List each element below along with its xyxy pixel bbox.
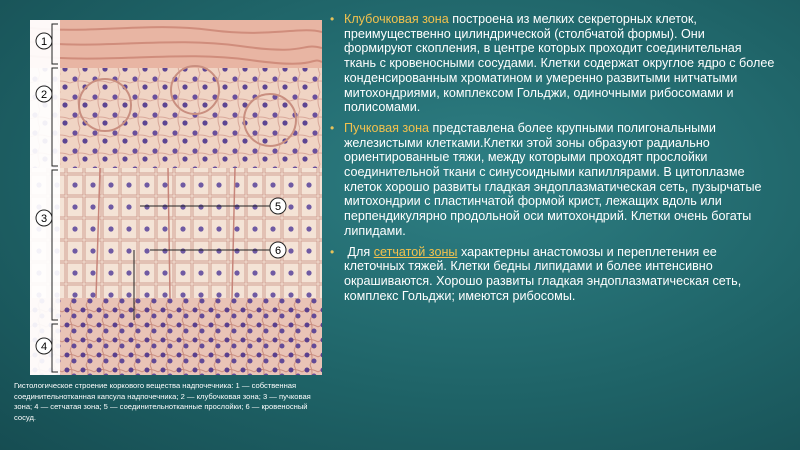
svg-text:1: 1 xyxy=(40,36,48,48)
term-fasciculata: Пучковая зона xyxy=(344,120,430,135)
bullet-icon: • xyxy=(330,12,335,26)
paragraph-glomerulosa xyxy=(330,12,775,115)
bullet-icon: • xyxy=(330,244,335,259)
term-glomerulosa: Клубочковая зона xyxy=(344,12,449,26)
term-reticularis-link[interactable]: сетчатой зоны xyxy=(373,244,458,259)
fasciculata-zone xyxy=(30,168,322,298)
histology-figure xyxy=(30,20,322,375)
bullet-icon: • xyxy=(330,120,335,135)
tissue-image xyxy=(30,20,322,375)
svg-text:2: 2 xyxy=(40,89,48,101)
marker-5 xyxy=(270,198,286,214)
marker-1 xyxy=(36,33,52,49)
figure-caption: Гистологическое строение коркового вещества надпочечника: 1 — собственная соединительнотканная капсула надпочечника; 2 — клубочковая зона; 3 — пучковая зона; 4 — сетчатая зона; 5 — соединительнотканные прослойки; 6 — кровеносный сосуд. xyxy=(14,381,311,422)
paragraph-reticularis xyxy=(330,245,775,304)
marker-3 xyxy=(36,210,52,226)
paragraph-text: представлена более крупными полигональными железистыми клетками.Клетки этой зоны образуют радиально ориентированные тяжи, между которыми проходят прослойки соединительной ткани с синусоидными капиллярами. В цитоплазме клеток хорошо развиты гладкая эндоплазматическая сеть, пузырчатые митохондрии с пластинчатой формой крист, лежащих вдоль или перпендикулярно продольной оси митохондрий. Клетки очень богаты липидами. xyxy=(344,120,762,238)
glomerulosa-zone xyxy=(30,68,322,168)
reticularis-zone xyxy=(30,298,322,375)
svg-text:6: 6 xyxy=(274,245,282,257)
svg-text:4: 4 xyxy=(40,341,48,353)
marker-4 xyxy=(36,338,52,354)
svg-text:3: 3 xyxy=(40,213,48,225)
svg-text:5: 5 xyxy=(274,201,282,213)
text-content xyxy=(330,12,775,309)
paragraph-text: построена из мелких секреторных клеток, преимущественно цилиндрической (столбчатой формы). Они формируют скопления, в центре которых проходит соединительная ткань с кровеносными сосудами. Клетки содержат округлое ядро с более конденсированным хроматином и умеренно развитыми нитчатыми митохондриями, комплексом Гольджи, одиночными рибосомами и полисомами. xyxy=(344,12,775,115)
marker-6 xyxy=(270,242,286,258)
paragraph-prefix: Для xyxy=(344,244,374,259)
paragraph-fasciculata xyxy=(330,121,775,239)
marker-2 xyxy=(36,86,52,102)
paragraph-text: характерны анастомозы и переплетения ее клеточных тяжей. Клетки бедны липидами и более интенсивно окрашиваются. Хорошо развиты гладкая эндоплазматическая сеть, комплекс Гольджи; имеются рибосомы. xyxy=(344,244,742,303)
